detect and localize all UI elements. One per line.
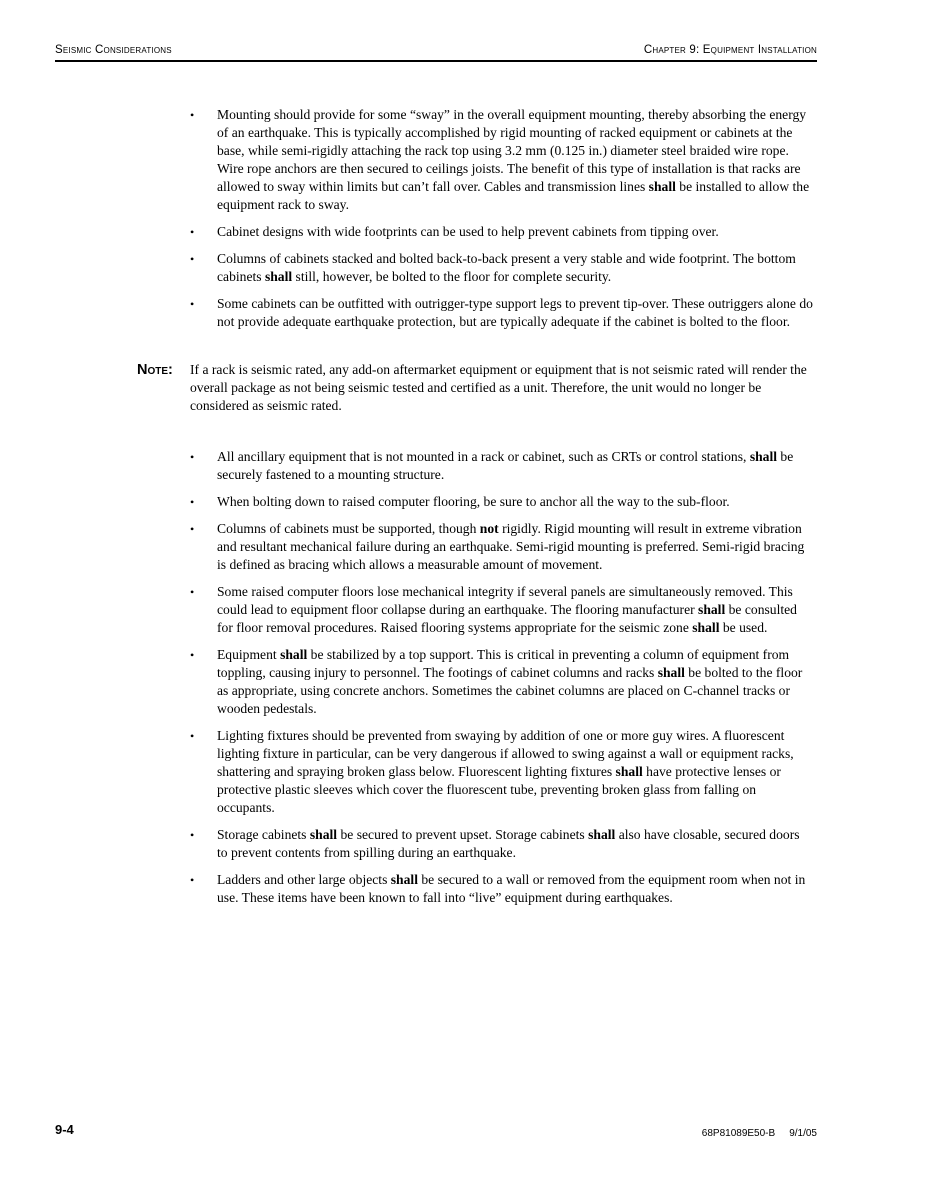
bullet-item	[137, 520, 813, 574]
bullet-text: Mounting should provide for some “sway” in the overall equipment mounting, thereby absorbing the energy of an earthquake. This is typically accomplished by rigid mounting of racked equipment or cabinets at the base, while semi-rigidly attaching the rack top using 3.2 mm (0.125 in.) diameter steel braided wire rope. Wire rope anchors are then secured to ceilings joists. The benefit of this type of installation is that racks are allowed to sway within limits but can’t fall over. Cables and transmission lines shall be installed to allow the equipment rack to sway.	[217, 107, 810, 212]
bullet-icon: •	[190, 495, 195, 509]
page-content	[137, 106, 813, 916]
note-label: Note:	[137, 362, 173, 378]
bullet-icon: •	[190, 828, 195, 842]
bullet-icon: •	[190, 297, 195, 311]
doc-date: 9/1/05	[789, 1128, 817, 1139]
header-right-title: Chapter 9: Equipment Installation	[643, 44, 817, 56]
bullet-text: Some raised computer floors lose mechanical integrity if several panels are simultaneously removed. This could lead to equipment floor collapse during an earthquake. The flooring manufacturer shall be consulted for floor removal procedures. Raised flooring systems appropriate for the seismic zone shall be used.	[217, 584, 797, 635]
bullet-item	[137, 106, 813, 214]
bullet-text: Some cabinets can be outfitted with outrigger-type support legs to prevent tip-over. These outriggers alone do not provide adequate earthquake protection, but are typically adequate if the cabinet is bolted to the floor.	[217, 296, 813, 329]
bullet-icon: •	[190, 585, 195, 599]
bullet-icon: •	[190, 522, 195, 536]
note-text: If a rack is seismic rated, any add-on aftermarket equipment or equipment that is not seismic rated will render the overall package as not being seismic tested and certified as a unit. Therefore, the unit would no longer be considered as seismic rated.	[190, 362, 807, 413]
bullet-icon: •	[190, 108, 195, 122]
bullet-icon: •	[190, 729, 195, 743]
bullet-item	[137, 583, 813, 637]
page-number: 9-4	[55, 1122, 74, 1137]
header-left-title: Seismic Considerations	[55, 44, 172, 56]
bullet-icon: •	[190, 450, 195, 464]
bullet-text: Storage cabinets shall be secured to prevent upset. Storage cabinets shall also have closable, secured doors to prevent contents from spilling during an earthquake.	[217, 827, 800, 860]
bullet-icon: •	[190, 252, 195, 266]
note-block	[137, 361, 813, 415]
bullet-text: Columns of cabinets must be supported, though not rigidly. Rigid mounting will result in extreme vibration and resultant mechanical failure during an earthquake. Semi-rigid mounting is preferred. Semi-rigid bracing is defined as bracing which allows a measurable amount of movement.	[217, 521, 805, 572]
bullet-text: Ladders and other large objects shall be secured to a wall or removed from the equipment room when not in use. These items have been known to fall into “live” equipment during earthquakes.	[217, 872, 806, 905]
bullet-text: Columns of cabinets stacked and bolted back-to-back present a very stable and wide footprint. The bottom cabinets shall still, however, be bolted to the floor for complete security.	[217, 251, 796, 284]
page-footer-right	[702, 1128, 817, 1139]
bullet-icon: •	[190, 648, 195, 662]
bullet-text: Lighting fixtures should be prevented from swaying by addition of one or more guy wires. A fluorescent lighting fixture in particular, can be very dangerous if allowed to swing against a wall or equipment racks, shattering and spraying broken glass below. Fluorescent lighting fixtures shall have protective lenses or protective plastic sleeves which cover the fluorescent tube, preventing broken glass from falling on occupants.	[217, 728, 794, 815]
bullet-text: When bolting down to raised computer flooring, be sure to anchor all the way to the sub-floor.	[217, 494, 730, 509]
bullet-item	[137, 250, 813, 286]
bullet-item	[137, 493, 813, 511]
bullet-item	[137, 871, 813, 907]
bullet-item	[137, 448, 813, 484]
bullet-list-top	[137, 106, 813, 331]
bullet-item	[137, 295, 813, 331]
bullet-icon: •	[190, 873, 195, 887]
bullet-item	[137, 826, 813, 862]
bullet-text: Equipment shall be stabilized by a top support. This is critical in preventing a column of equipment from toppling, causing injury to personnel. The footings of cabinet columns and racks shall be bolted to the floor as appropriate, using concrete anchors. Sometimes the cabinet columns are placed on C-channel tracks or wooden pedestals.	[217, 647, 803, 716]
bullet-item	[137, 646, 813, 718]
bullet-item	[137, 727, 813, 817]
doc-number: 68P81089E50-B	[701, 1128, 776, 1139]
bullet-item	[137, 223, 813, 241]
bullet-text: All ancillary equipment that is not mounted in a rack or cabinet, such as CRTs or control stations, shall be securely fastened to a mounting structure.	[217, 449, 794, 482]
page-header	[55, 44, 817, 62]
bullet-icon: •	[190, 225, 195, 239]
bullet-text: Cabinet designs with wide footprints can be used to help prevent cabinets from tipping over.	[217, 224, 719, 239]
bullet-list-bottom	[137, 448, 813, 907]
